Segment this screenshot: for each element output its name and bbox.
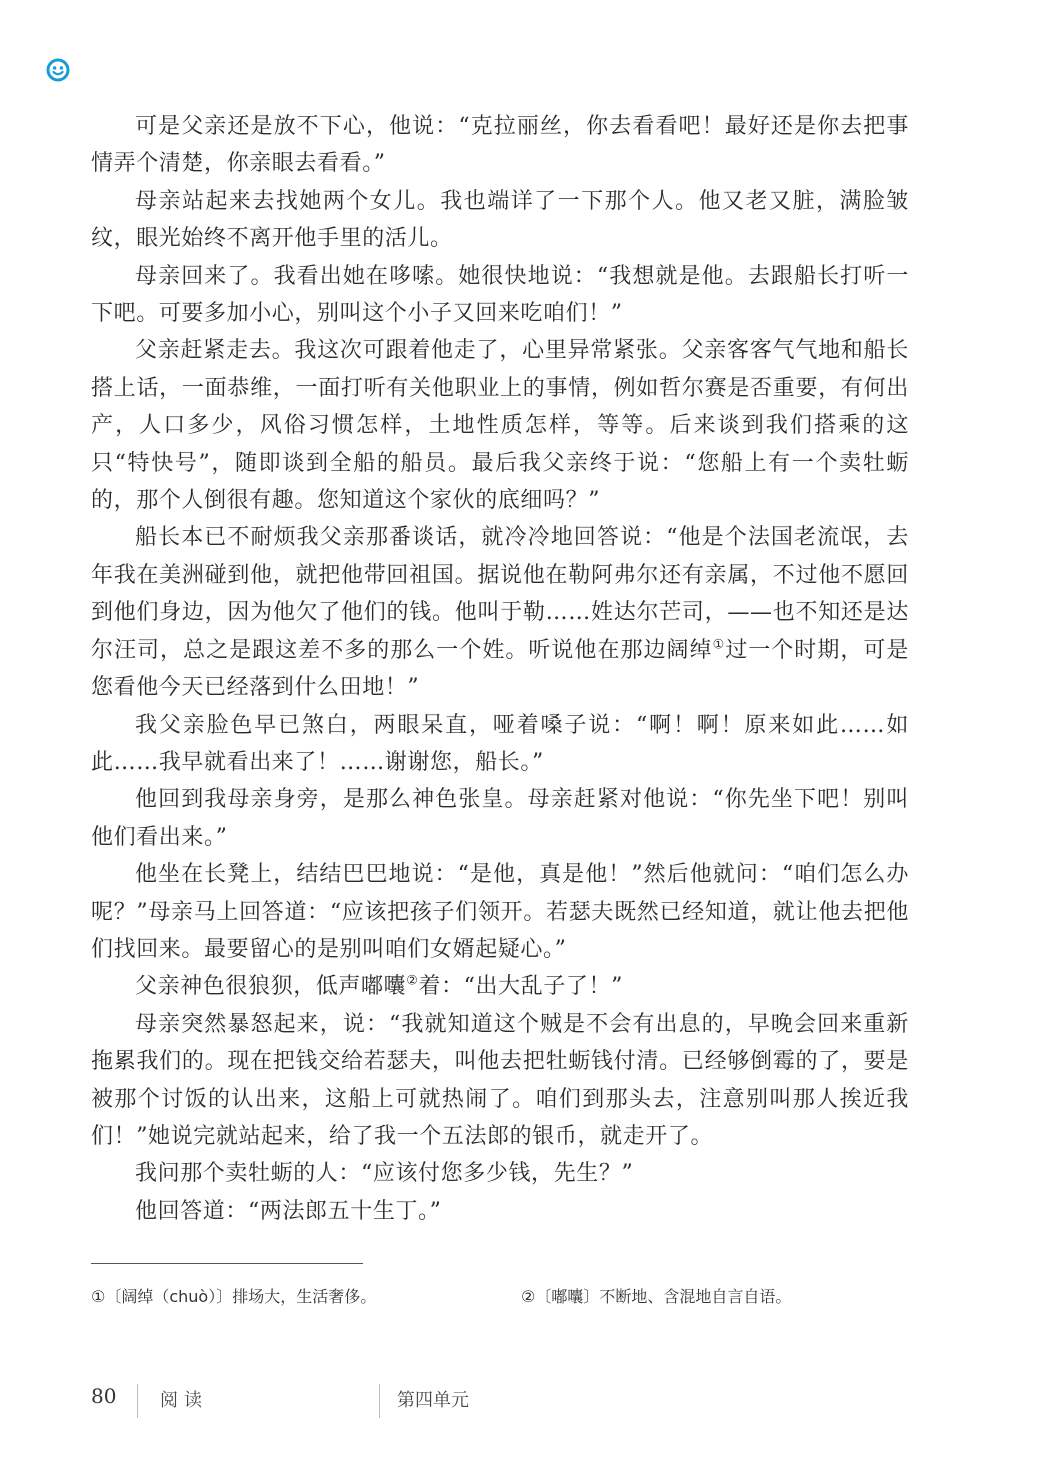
unit-label: 第四单元 xyxy=(397,1390,469,1411)
paragraph: 他坐在长凳上，结结巴巴地说：“是他，真是他！”然后他就问：“咱们怎么办呢？”母亲马上回答道：“应该把孩子们领开。若瑟夫既然已经知道，就让他去把他们找回来。最要留心的是别叫咱们女婿起疑心。” xyxy=(91,862,909,962)
footer-divider xyxy=(379,1384,380,1418)
paragraph-text: 船长本已不耐烦我父亲那番谈话，就冷冷地回答说：“他是个法国老流氓，去年我在美洲碰到他，就把他带回祖国。据说他在勒阿弗尔还有亲属，不过他不愿回到他们身边，因为他欠了他们的钱。他叫于勒……姓达尔芒司，——也不知还是达尔汪司，总之是跟这差不多的那么一个姓。听说他在那边阔绰 xyxy=(91,525,909,663)
section-label: 阅读 xyxy=(160,1390,208,1411)
footnote-ref-1: ① xyxy=(712,637,726,653)
paragraph-text: 父亲神色很狼狈，低声嘟囔 xyxy=(135,974,407,1000)
paragraph: 我问那个卖牡蛎的人：“应该付您多少钱，先生？” xyxy=(135,1161,634,1187)
footnote-1: ①〔阔绰（chuò）〕排场大，生活奢侈。 xyxy=(91,1287,377,1306)
paragraph xyxy=(91,519,909,706)
paragraph: 他回答道：“两法郎五十生丁。” xyxy=(135,1198,442,1224)
paragraph: 父亲赶紧走去。我这次可跟着他走了，心里异常紧张。父亲客客气气地和船长搭上话，一面恭维，一面打听有关他职业上的事情，例如哲尔赛是否重要，有何出产，人口多少，风俗习惯怎样，土地性质怎样，等等。后来谈到我们搭乘的这只“特快号”，随即谈到全船的船员。最后我父亲终于说：“您船上有一个卖牡蛎的，那个人倒很有趣。您知道这个家伙的底细吗？” xyxy=(91,338,909,514)
story-text xyxy=(91,108,909,1230)
paragraph: 母亲站起来去找她两个女儿。我也端详了一下那个人。他又老又脏，满脸皱纹，眼光始终不离开他手里的活儿。 xyxy=(91,188,909,252)
paragraph: 可是父亲还是放不下心，他说：“克拉丽丝，你去看看吧！最好还是你去把事情弄个清楚，你亲眼去看看。” xyxy=(91,114,909,177)
footer-divider xyxy=(137,1384,138,1418)
smiley-icon xyxy=(46,58,70,82)
paragraph-text: 过一个时期，可是您看他今天已经落到什么田地！” xyxy=(91,637,909,701)
paragraph: 我父亲脸色早已煞白，两眼呆直，哑着嗓子说：“啊！啊！原来如此……如此……我早就看出来了！……谢谢您，船长。” xyxy=(91,712,909,775)
footnote-divider xyxy=(91,1263,363,1264)
page-number: 80 xyxy=(91,1384,117,1408)
paragraph: 他回到我母亲身旁，是那么神色张皇。母亲赶紧对他说：“你先坐下吧！别叫他们看出来。” xyxy=(91,787,909,850)
paragraph xyxy=(91,968,909,1005)
paragraph: 母亲回来了。我看出她在哆嗦。她很快地说：“我想就是他。去跟船长打听一下吧。可要多加小心，别叫这个小子又回来吃咱们！” xyxy=(91,263,909,327)
paragraph: 母亲突然暴怒起来，说：“我就知道这个贼是不会有出息的，早晚会回来重新拖累我们的。现在把钱交给若瑟夫，叫他去把牡蛎钱付清。已经够倒霉的了，要是被那个讨饭的认出来，这船上可就热闹了。咱们到那头去，注意别叫那人挨近我们！”她说完就站起来，给了我一个五法郎的银币，就走开了。 xyxy=(91,1011,909,1149)
footnote-2: ②〔嘟囔〕不断地、含混地自言自语。 xyxy=(521,1287,792,1306)
footnote-ref-2: ② xyxy=(406,974,419,990)
paragraph-text: 着：“出大乱子了！” xyxy=(418,974,623,1000)
